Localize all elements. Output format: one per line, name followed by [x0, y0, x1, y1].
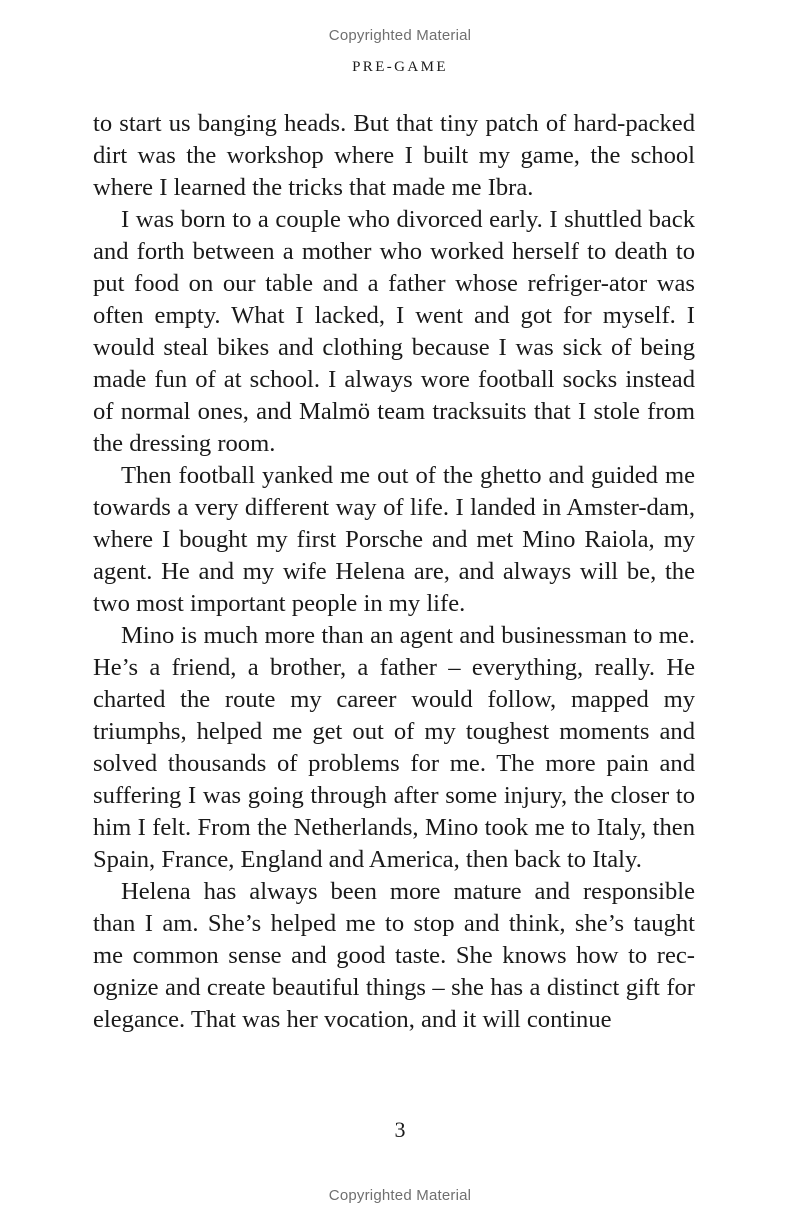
running-head: PRE-GAME: [352, 59, 448, 75]
paragraph-4: Mino is much more than an agent and businessman to me. He’s a friend, a brother, a father – everything, really. He charted the route my career would follow, mapped my triumphs, helped me get out of my toughest moments and solved thousands of problems for me. The more pain and suffering I was going through after some injury, the closer to him I felt. From the Netherlands, Mino took me to Italy, then Spain, France, England and America, then back to Italy.: [93, 622, 695, 873]
copyright-watermark-bottom: Copyrighted Material: [328, 1187, 472, 1204]
paragraph-2: I was born to a couple who divorced early. I shuttled back and forth between a mother who worked herself to death to put food on our table and a father whose refriger-ator was often empty. What I lacked, I went and got for myself. I would steal bikes and clothing because I was sick of being made fun of at school. I always wore football socks instead of normal ones, and Malmö team tracksuits that I stole from the dressing room.: [93, 206, 695, 457]
paragraph-3: Then football yanked me out of the ghetto and guided me towards a very different way of life. I landed in Amster-dam, where I bought my first Porsche and met Mino Raiola, my agent. He and my wife Helena are, and always will be, the two most important people in my life.: [93, 462, 695, 617]
copyright-watermark-top: Copyrighted Material: [328, 27, 472, 44]
paragraph-5: Helena has always been more mature and responsible than I am. She’s helped me to stop and think, she’s taught me common sense and good taste. She knows how to rec-ognize and create beautiful things – she has a distinct gift for elegance. That was her vocation, and it will continue: [93, 878, 695, 1033]
paragraph-1: to start us banging heads. But that tiny patch of hard-packed dirt was the workshop where I built my game, the school where I learned the tricks that made me Ibra.: [93, 110, 695, 201]
page-number: 3: [394, 1117, 406, 1142]
body-text: [93, 108, 695, 1036]
